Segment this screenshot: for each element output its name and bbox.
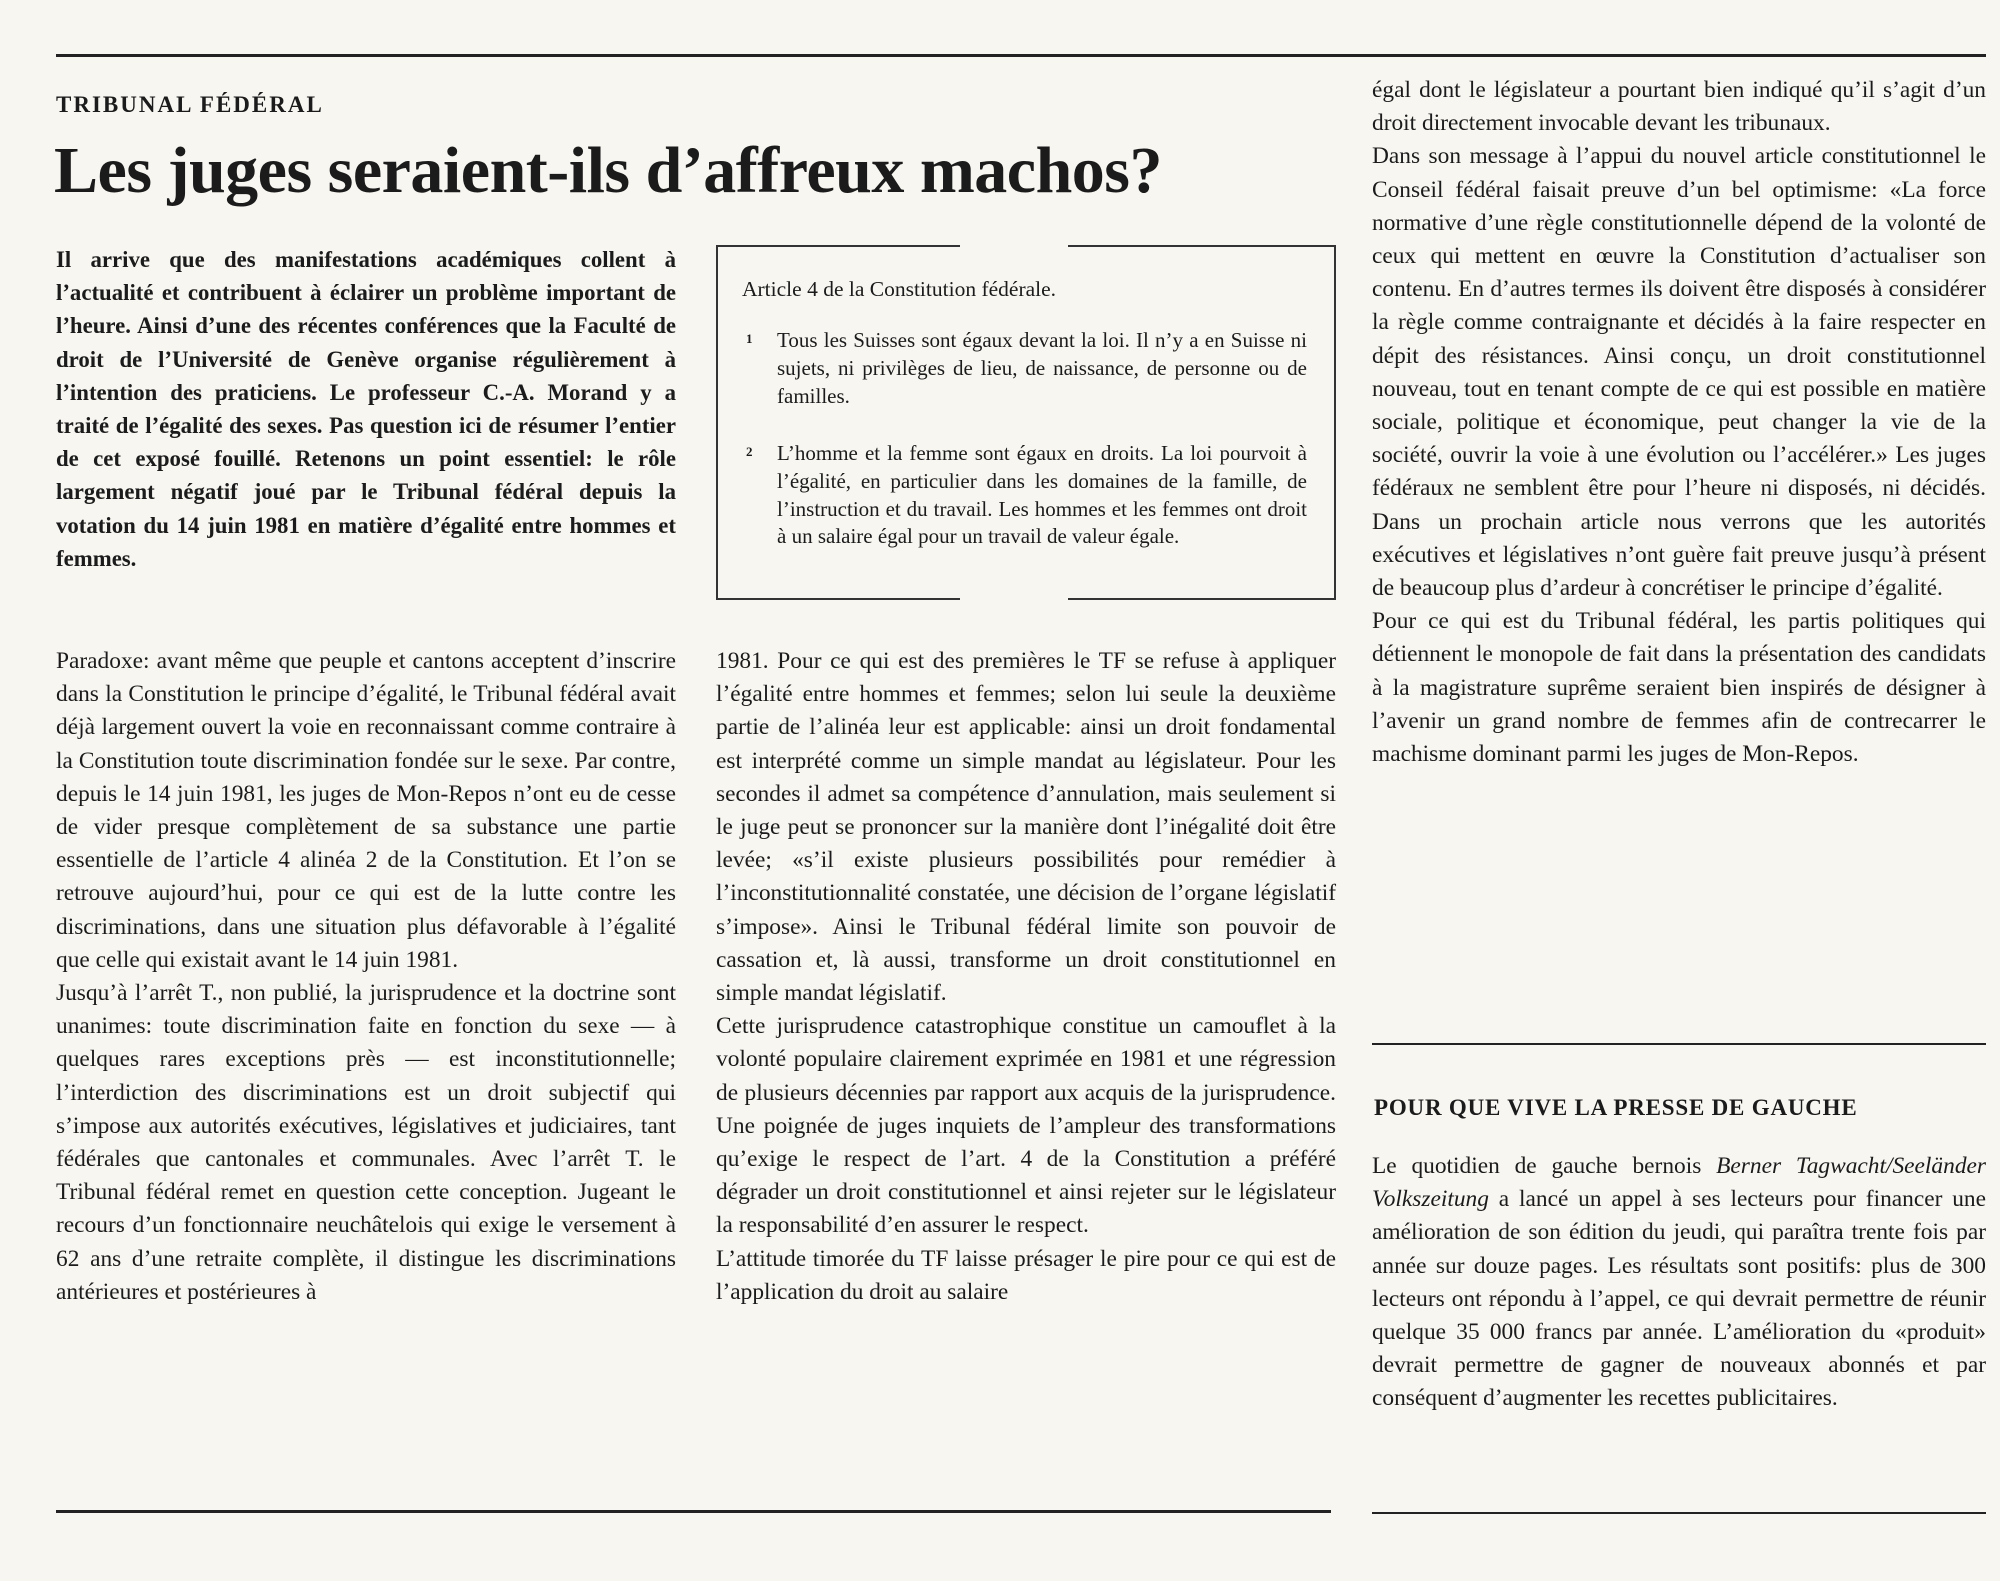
paragraph-text: Tous les Suisses sont égaux devant la loi. Il n’y a en Suisse ni sujets, ni privilèges de lieu, de naissance, de personne ou de familles. xyxy=(777,328,1307,408)
body-column-1 xyxy=(56,645,676,1309)
brief-column xyxy=(1372,1150,1986,1416)
bottom-rule xyxy=(56,1510,1331,1513)
paragraph-number: 2 xyxy=(746,444,753,459)
body-paragraph: L’attitude timorée du TF laisse présager le pire pour ce qui est de l’application du droit au salaire xyxy=(716,1245,1336,1305)
body-column-3 xyxy=(1372,74,1986,771)
brief-paragraph xyxy=(1372,1150,1986,1416)
paragraph-number: 1 xyxy=(746,331,753,346)
body-column-2 xyxy=(716,645,1336,1309)
body-paragraph: égal dont le législateur a pourtant bien indiqué qu’il s’agit d’un droit directement invocable devant les tribunaux. xyxy=(1372,77,1986,137)
section-kicker: TRIBUNAL FÉDÉRAL xyxy=(56,92,324,117)
body-paragraph: Jusqu’à l’arrêt T., non publié, la jurisprudence et la doctrine sont unanimes: toute discrimination faite en fonction du sexe — à quelques rares exceptions près — est inconstitutionnelle; l’interdiction des discriminations est un droit subjectif qui s’impose aux autorités exécutives, législatives et judiciaires, tant fédérales que cantonales et communales. Avec l’arrêt T. le Tribunal fédéral remet en question cette conception. Jugeant le recours d’un fonctionnaire neuchâtelois qui exige le versement à 62 ans d’une retraite complète, il distingue les discriminations antérieures et postérieures à xyxy=(56,980,676,1305)
brief-heading: POUR QUE VIVE LA PRESSE DE GAUCHE xyxy=(1374,1095,1858,1120)
paragraph-text: L’homme et la femme sont égaux en droits. La loi pourvoit à l’égalité, en particulier dans les domaines de la famille, de l’instruction et du travail. Les hommes et les femmes ont droit à un salaire égal pour un travail de valeur égale. xyxy=(777,441,1307,549)
section-divider xyxy=(1372,1043,1986,1045)
sidebar-paragraph-2 xyxy=(742,440,1307,551)
brief-intro: Le quotidien de gauche bernois xyxy=(1372,1153,1717,1179)
bottom-rule-right xyxy=(1372,1512,1986,1514)
body-paragraph: Pour ce qui est du Tribunal fédéral, les partis politiques qui détiennent le monopole de fait dans la présentation des candidats à la magistrature suprême seraient bien inspirés de désigner à l’avenir un grand nombre de femmes afin de contrecarrer le machisme dominant parmi les juges de Mon-Repos. xyxy=(1372,608,1986,768)
body-paragraph: Paradoxe: avant même que peuple et cantons acceptent d’inscrire dans la Constitution le principe d’égalité, le Tribunal fédéral avait déjà largement ouvert la voie en reconnaissant comme contraire à la Constitution toute discrimination fondée sur le sexe. Par contre, depuis le 14 juin 1981, les juges de Mon-Repos n’ont eu de cesse de vider presque complètement de sa substance une partie essentielle de l’article 4 alinéa 2 de la Constitution. Et l’on se retrouve aujourd’hui, pour ce qui est de la lutte contre les discriminations, dans une situation plus défavorable à l’égalité que celle qui existait avant le 14 juin 1981. xyxy=(56,648,676,973)
lead-paragraph xyxy=(56,243,676,575)
newspaper-name: Berner Tagwacht/Seeländer Volkszeitung xyxy=(1372,1153,1986,1213)
sidebar-title: Article 4 de la Constitution fédérale. xyxy=(742,277,1057,301)
body-paragraph: 1981. Pour ce qui est des premières le TF se refuse à appliquer l’égalité entre hommes et femmes; selon lui seule la deuxième partie de l’alinéa leur est applicable: ainsi un droit fondamental est interprété comme un simple mandat au législateur. Pour les secondes il admet sa compétence d’annulation, mais seulement si le juge peut se prononcer sur la manière dont l’inégalité doit être levée; «s’il existe plusieurs possibilités pour remédier à l’inconstitutionnalité constatée, une décision de l’organe législatif s’impose». Ainsi le Tribunal fédéral limite son pouvoir de cassation et, là aussi, transforme un droit constitutionnel en simple mandat législatif. xyxy=(716,648,1336,1007)
body-paragraph: Dans son message à l’appui du nouvel article constitutionnel le Conseil fédéral faisait preuve d’un bel optimisme: «La force normative d’une règle constitutionnelle dépend de la volonté de ceux qui mettent en œuvre la Constitution d’actualiser son contenu. En d’autres termes ils doivent être disposés à considérer la règle comme contraignante et décidés à la faire respecter en dépit des résistances. Ainsi conçu, un droit constitutionnel nouveau, tout en tenant compte de ce qui est possible en matière sociale, politique et économique, peut changer la vie de la société, ouvrir la voie à une évolution ou l’accélérer.» Les juges fédéraux ne semblent être pour l’heure ni disposés, ni décidés. Dans un prochain article nous verrons que les autorités exécutives et législatives n’ont guère fait preuve jusqu’à présent de beaucoup plus d’ardeur à concrétiser le principe d’égalité. xyxy=(1372,143,1986,602)
sidebar-paragraph-1 xyxy=(742,327,1307,410)
constitution-sidebar-box xyxy=(716,245,1336,600)
headline: Les juges seraient-ils d’affreux machos? xyxy=(54,134,1162,207)
lead-text: Il arrive que des manifestations académiques collent à l’actualité et contribuent à éclairer un problème important de l’heure. Ainsi d’une des récentes conférences que la Faculté de droit de l’Université de Genève organise régulièrement à l’intention des praticiens. Le professeur C.-A. Morand y a traité de l’égalité des sexes. Pas question ici de résumer l’entier de cet exposé fouillé. Retenons un point essentiel: le rôle largement négatif joué par le Tribunal fédéral depuis la votation du 14 juin 1981 en matière d’égalité entre hommes et femmes. xyxy=(56,247,676,571)
brief-body: a lancé un appel à ses lecteurs pour financer une amélioration de son édition du jeudi, qui paraîtra trente fois par année sur douze pages. Les résultats sont positifs: plus de 300 lecteurs ont répondu à l’appel, ce qui devrait permettre de réunir quelque 35 000 francs par année. L’amélioration du «produit» devrait permettre de gagner de nouveaux abonnés et par conséquent d’augmenter les recettes publicitaires. xyxy=(1372,1186,1986,1412)
body-paragraph: Cette jurisprudence catastrophique constitue un camouflet à la volonté populaire clairement exprimée en 1981 et une régression de plusieurs décennies par rapport aux acquis de la jurisprudence. Une poignée de juges inquiets de l’ampleur des transformations qu’exige le respect de l’art. 4 de la Constitution a préféré dégrader un droit constitutionnel et ainsi rejeter sur le législateur la responsabilité d’en assurer le respect. xyxy=(716,1013,1336,1239)
top-rule xyxy=(56,54,1986,57)
